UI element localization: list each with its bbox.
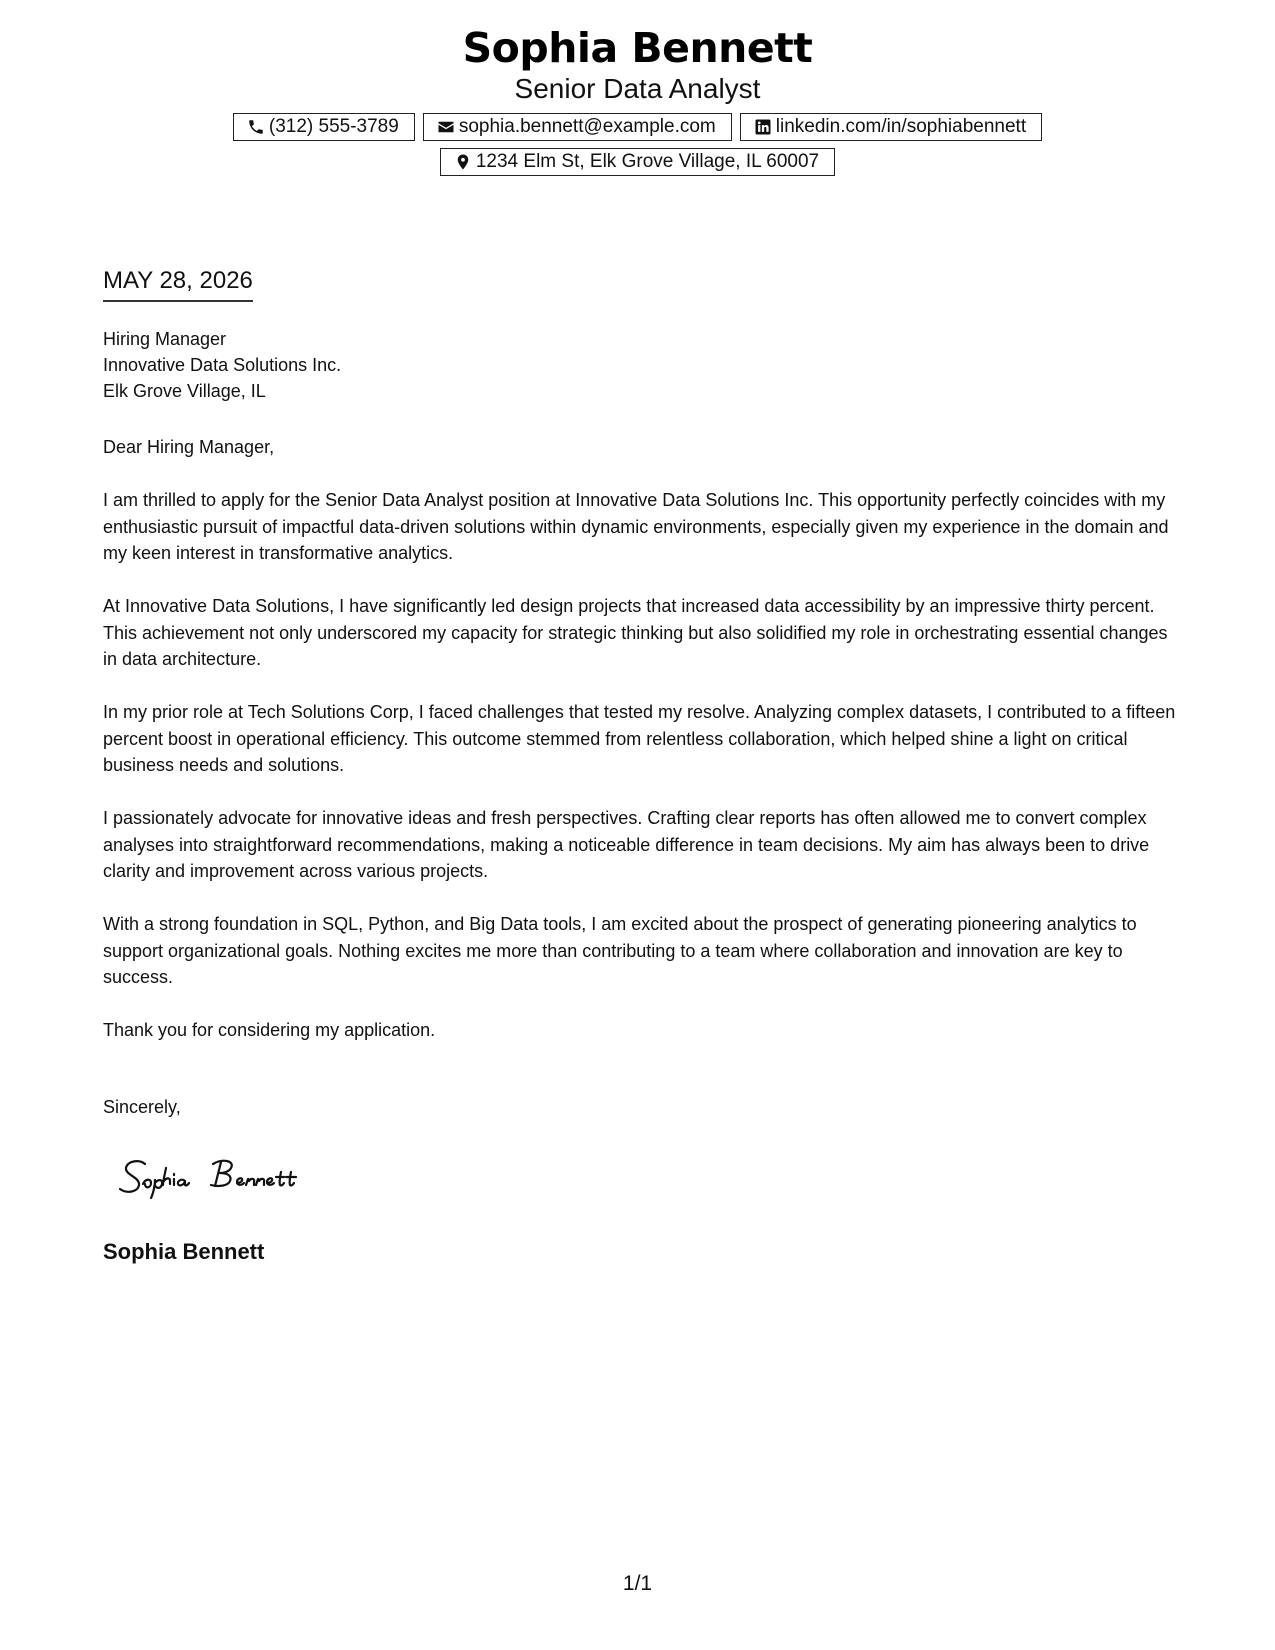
signer-name: Sophia Bennett [103, 1239, 265, 1264]
phone-text: (312) 555-3789 [268, 116, 399, 137]
address-chip[interactable] [440, 148, 835, 176]
salutation: Dear Hiring Manager, [103, 437, 275, 457]
applicant-title: Senior Data Analyst [514, 73, 761, 104]
recipient-line: Elk Grove Village, IL [103, 381, 266, 401]
recipient-line: Innovative Data Solutions Inc. [103, 355, 342, 375]
email-text: sophia.bennett@example.com [458, 116, 716, 137]
contact-row [0, 113, 1275, 141]
phone-icon [247, 118, 265, 136]
address-row [0, 148, 1275, 176]
paragraph: At Innovative Data Solutions, I have significantly led design projects that increased data accessibility by an impressive thirty percent. This achievement not only underscored my capacity for strategic thinking but also solidified my role in orchestrating essential changes in data architecture. [103, 596, 1168, 669]
paragraph: I am thrilled to apply for the Senior Data Analyst position at Innovative Data Solutions Inc. This opportunity perfectly coincides with my enthusiastic pursuit of impactful data-driven solutions within dynamic environments, especially given my experience in the domain and my keen interest in transformative analytics. [103, 490, 1169, 563]
paragraph: With a strong foundation in SQL, Python, and Big Data tools, I am excited about the prospect of generating pioneering analytics to support organizational goals. Nothing excites me more than contributing to a team where collaboration and innovation are key to success. [103, 914, 1137, 987]
letter-header [0, 22, 1275, 176]
letter-date: MAY 28, 2026 [103, 266, 253, 302]
paragraph: Thank you for considering my application. [103, 1020, 436, 1040]
paragraph: In my prior role at Tech Solutions Corp, I faced challenges that tested my resolve. Analyzing complex datasets, I contributed to a fifteen percent boost in operational efficiency. This outcome stemmed from relentless collaboration, which helped shine a light on critical business needs and solutions. [103, 702, 1176, 775]
linkedin-chip[interactable] [740, 113, 1042, 141]
handwritten-signature [117, 1150, 357, 1206]
paragraph: I passionately advocate for innovative ideas and fresh perspectives. Crafting clear reports has often allowed me to convert complex analyses into straightforward recommendations, making a noticeable difference in team decisions. My aim has always been to drive clarity and improvement across various projects. [103, 808, 1150, 881]
envelope-icon [437, 118, 455, 136]
address-text: 1234 Elm St, Elk Grove Village, IL 60007 [475, 151, 820, 172]
linkedin-icon [754, 118, 772, 136]
email-chip[interactable] [423, 113, 732, 141]
map-pin-icon [454, 153, 472, 171]
recipient-line: Hiring Manager [103, 329, 227, 349]
closing: Sincerely, [103, 1097, 181, 1117]
applicant-name: Sophia Bennett [462, 24, 813, 72]
phone-chip[interactable] [233, 113, 415, 141]
linkedin-text: linkedin.com/in/sophiabennett [775, 116, 1027, 137]
page-indicator: 1/1 [622, 1572, 653, 1595]
letter-text [103, 434, 1183, 1070]
recipient-block [103, 326, 341, 404]
